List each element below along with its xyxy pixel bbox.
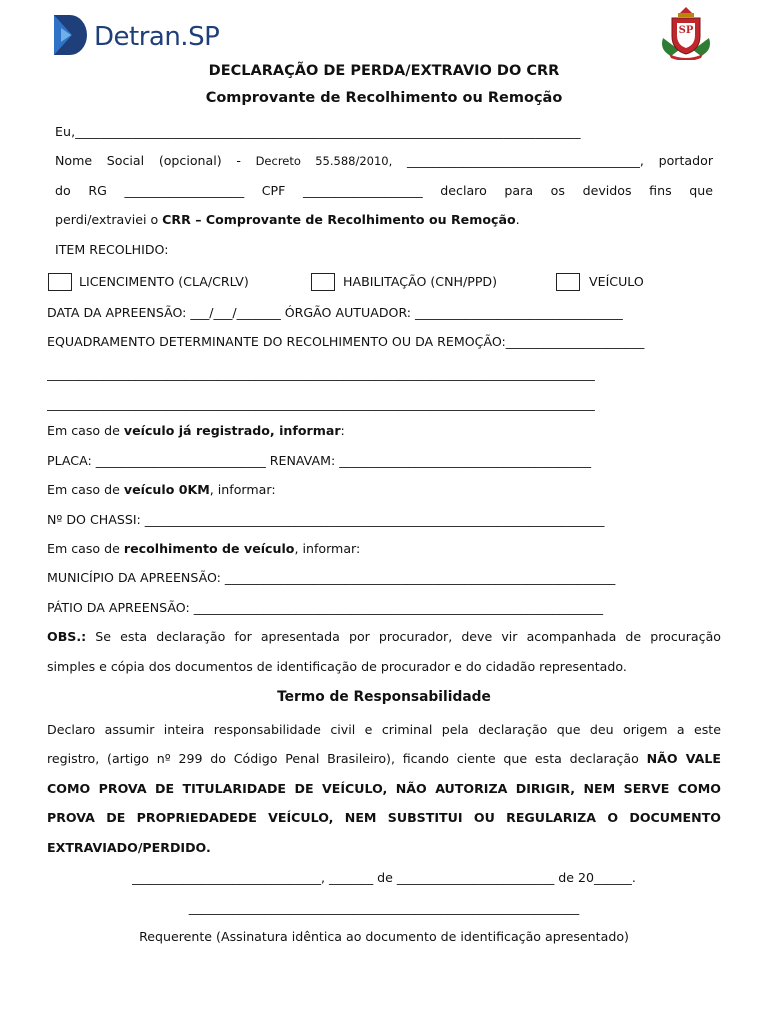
- new-vehicle-suffix: , informar:: [209, 482, 276, 497]
- detran-logo-text: Detran.SP: [94, 22, 220, 52]
- social-name-label: Nome Social (opcional) -: [55, 153, 256, 168]
- checkbox-licenciamento[interactable]: [48, 273, 72, 291]
- decree-reference: Decreto 55.588/2010,: [255, 154, 393, 168]
- detran-logo-mark-icon: [52, 14, 88, 56]
- termo-line-5: EXTRAVIADO/PERDIDO.: [47, 840, 211, 855]
- name-line: Eu,_______________________________________________________________________________: [55, 124, 581, 139]
- termo-line-4: PROVA DE PROPRIEDADEDE VEÍCULO, NEM SUBSTITUI OU REGULARIZA O DOCUMENTO: [47, 810, 721, 825]
- seizure-suffix: , informar:: [294, 541, 361, 556]
- sp-seal: [657, 4, 715, 60]
- registered-vehicle-heading: [47, 423, 345, 438]
- new-vehicle-bold: veículo 0KM: [123, 482, 210, 497]
- label-habilitacao: HABILITAÇÃO (CNH/PPD): [343, 274, 498, 289]
- termo-nao-vale: NÃO VALE: [646, 751, 721, 766]
- municipality-line: MUNICÍPIO DA APREENSÃO: ______________________________________________________________: [47, 570, 616, 585]
- obs-line-1: [47, 629, 721, 644]
- lost-statement-line: [55, 212, 520, 227]
- social-name-blank: _____________________________________, portador: [392, 153, 714, 168]
- registered-vehicle-suffix: :: [340, 423, 345, 438]
- registered-vehicle-bold: veículo já registrado, informar: [123, 423, 341, 438]
- seizure-prefix: Em caso de: [47, 541, 124, 556]
- termo-line-3: COMO PROVA DE TITULARIDADE DE VEÍCULO, NÃO AUTORIZA DIRIGIR, NEM SERVE COMO: [47, 781, 721, 796]
- rg-cpf-line: do RG ___________________ CPF ___________________ declaro para os devidos fins que: [55, 183, 713, 198]
- termo-line-1: Declaro assumir inteira responsabilidade civil e criminal pela declaração que deu origem a este: [47, 722, 721, 737]
- blank-line-1: _______________________________________________________________________________________: [47, 366, 595, 381]
- lost-statement-text: perdi/extraviei o: [55, 212, 163, 227]
- new-vehicle-prefix: Em caso de: [47, 482, 124, 497]
- sp-seal-text: SP: [678, 25, 694, 36]
- seizure-heading: [47, 541, 360, 556]
- yard-line: PÁTIO DA APREENSÃO: _________________________________________________________________: [47, 600, 603, 615]
- item-recolhido-label: ITEM RECOLHIDO:: [55, 242, 169, 257]
- crr-name: CRR – Comprovante de Recolhimento ou Remoção: [162, 212, 516, 227]
- date-place-line: ______________________________, _______ de _________________________ de 20______.: [132, 870, 636, 885]
- detran-logo: [52, 14, 222, 56]
- obs-line-2: simples e cópia dos documentos de identificação de procurador e do cidadão representado.: [47, 659, 627, 674]
- new-vehicle-heading: [47, 482, 276, 497]
- label-licenciamento: LICENCIMENTO (CLA/CRLV): [79, 274, 249, 289]
- label-veiculo: VEÍCULO: [589, 274, 644, 289]
- enquadramento-line: EQUADRAMENTO DETERMINANTE DO RECOLHIMENTO OU DA REMOÇÃO:______________________: [47, 334, 645, 349]
- seizure-date-line: DATA DA APREENSÃO: ___/___/_______ ÓRGÃO AUTUADOR: _________________________________: [47, 305, 623, 320]
- checkbox-veiculo[interactable]: [556, 273, 580, 291]
- blank-line-2: _______________________________________________________________________________________: [47, 396, 595, 411]
- chassis-line: Nº DO CHASSI: _________________________________________________________________________: [47, 512, 605, 527]
- document-title: DECLARAÇÃO DE PERDA/EXTRAVIO DO CRR: [208, 63, 560, 79]
- termo-line-2: [47, 751, 721, 766]
- signature-caption: Requerente (Assinatura idêntica ao documento de identificação apresentado): [139, 929, 629, 944]
- termo-line-2-text: registro, (artigo nº 299 do Código Penal Brasileiro), ficando ciente que esta declaração: [47, 751, 647, 766]
- signature-line: ______________________________________________________________: [188, 900, 580, 915]
- seizure-bold: recolhimento de veículo: [123, 541, 295, 556]
- termo-title: Termo de Responsabilidade: [277, 689, 491, 705]
- checkbox-habilitacao[interactable]: [311, 273, 335, 291]
- social-name-line: [55, 153, 713, 168]
- lost-statement-end: .: [515, 212, 520, 227]
- obs-label: OBS.:: [47, 629, 87, 644]
- obs-text: Se esta declaração for apresentada por procurador, deve vir acompanhada de procuração: [86, 629, 721, 644]
- registered-vehicle-prefix: Em caso de: [47, 423, 124, 438]
- document-subtitle: Comprovante de Recolhimento ou Remoção: [205, 90, 563, 106]
- plate-renavam-line: PLACA: ___________________________ RENAVAM: ________________________________________: [47, 453, 592, 468]
